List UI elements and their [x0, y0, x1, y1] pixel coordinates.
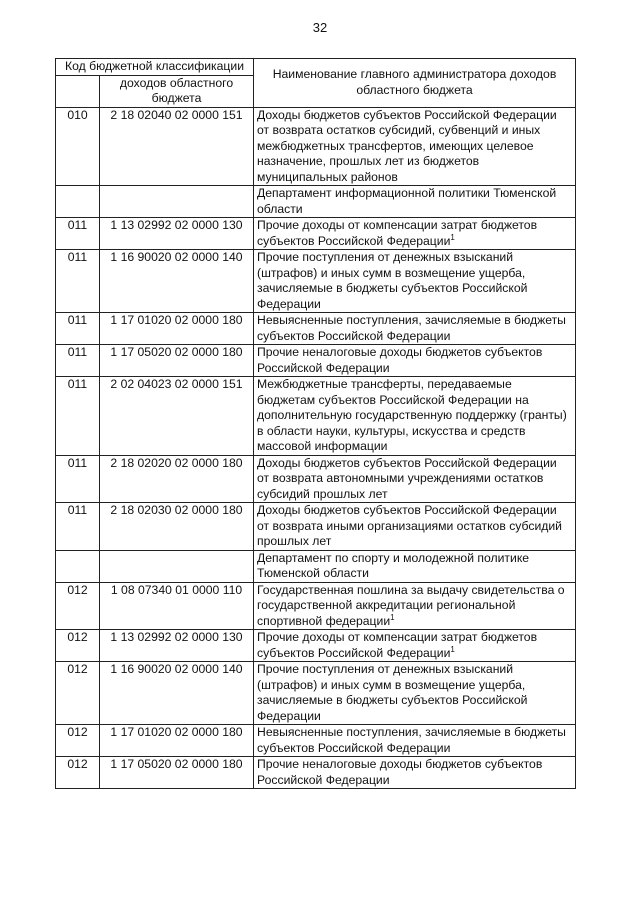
admin-code-cell [56, 377, 100, 456]
income-code-cell [100, 218, 254, 250]
income-name-cell-text: Доходы бюджетов субъектов Российской Федерации от возврата остатков субсидий, субвенций и иных межбюджетных трансфертов, имеющих целевое назначение, прошлых лет из бюджетов муниципальных районов [257, 107, 557, 184]
income-code-cell [100, 186, 254, 218]
header-income-code: доходов областного бюджета [100, 75, 254, 107]
admin-code-cell-text: 011 [67, 377, 88, 391]
income-name-cell [254, 345, 576, 377]
section-row [56, 186, 576, 218]
admin-code-cell [56, 630, 100, 662]
income-name-cell-text: Прочие поступления от денежных взысканий (штрафов) и иных сумм в возмещение ущерба, зачисляемые в бюджеты субъектов Российской Федерации [257, 662, 528, 723]
income-name-cell-text: Прочие неналоговые доходы бюджетов субъектов Российской Федерации [257, 757, 543, 787]
income-name-cell [254, 630, 576, 662]
admin-code-cell-text: 012 [67, 662, 88, 676]
income-code-cell-text: 1 17 01020 02 0000 180 [110, 313, 243, 327]
income-name-cell-text: Прочие неналоговые доходы бюджетов субъектов Российской Федерации [257, 345, 543, 375]
income-name-cell [254, 377, 576, 456]
header-classification-code: Код бюджетной классификации [56, 59, 254, 76]
table-row [56, 345, 576, 377]
income-name-cell [254, 662, 576, 725]
income-name-cell-text: Межбюджетные трансферты, передаваемые бюджетам субъектов Российской Федерации на дополнительную государственную поддержку (гранты) в области науки, культуры, искусства и средств массовой информации [257, 377, 567, 453]
income-name-cell-text: Прочие поступления от денежных взысканий (штрафов) и иных сумм в возмещение ущерба, зачисляемые в бюджеты субъектов Российской Федерации [257, 250, 528, 311]
admin-code-cell [56, 455, 100, 503]
footnote-marker: 1 [450, 644, 455, 654]
admin-code-cell-text: 011 [67, 455, 88, 470]
income-name-cell-text: Невыясненные поступления, зачисляемые в бюджеты субъектов Российской Федерации [257, 313, 566, 343]
income-name-cell [254, 218, 576, 250]
income-code-cell [100, 455, 254, 503]
admin-code-cell-text: 012 [67, 757, 88, 771]
income-code-cell [100, 630, 254, 662]
table-row [56, 218, 576, 250]
page-number: 32 [312, 20, 328, 35]
income-code-cell-text: 2 02 04023 02 0000 151 [110, 377, 243, 391]
table-row [56, 313, 576, 345]
income-code-cell [100, 250, 254, 313]
section-title-cell [254, 186, 576, 218]
section-title-cell-text: Департамент по спорту и молодежной политике Тюменской области [257, 550, 530, 580]
income-code-cell-text: 2 18 02020 02 0000 180 [110, 455, 243, 470]
income-code-cell [100, 377, 254, 456]
admin-code-cell-text: 012 [67, 630, 88, 644]
footnote-marker: 1 [450, 232, 455, 242]
table-row [56, 582, 576, 630]
admin-code-cell [56, 725, 100, 757]
income-code-cell-text: 1 17 05020 02 0000 180 [110, 345, 243, 359]
income-code-cell [100, 345, 254, 377]
header-administrator-name: Наименование главного администратора доходов областного бюджета [254, 59, 576, 108]
admin-code-cell [56, 313, 100, 345]
admin-code-cell [56, 662, 100, 725]
section-title-cell [254, 550, 576, 582]
income-name-cell-text: Прочие доходы от компенсации затрат бюджетов субъектов Российской Федерации [257, 630, 538, 660]
admin-code-cell-text: 011 [67, 250, 88, 264]
admin-code-cell [56, 757, 100, 789]
table-row [56, 662, 576, 725]
admin-code-cell [56, 250, 100, 313]
income-code-cell [100, 503, 254, 551]
table-header [56, 59, 576, 108]
admin-code-cell-text: 011 [67, 313, 88, 327]
admin-code-cell-text: 011 [67, 345, 88, 359]
admin-code-cell [56, 582, 100, 630]
income-code-cell [100, 313, 254, 345]
admin-code-cell [56, 186, 100, 218]
admin-code-cell [56, 218, 100, 250]
income-name-cell-text: Доходы бюджетов субъектов Российской Федерации от возврата иными организациями остатков субсидий прошлых лет [257, 503, 562, 548]
income-code-cell [100, 757, 254, 789]
income-code-cell-text: 1 08 07340 01 0000 110 [110, 582, 243, 597]
income-code-cell-text: 1 16 90020 02 0000 140 [110, 662, 243, 676]
income-name-cell [254, 313, 576, 345]
admin-code-cell-text: 010 [67, 107, 88, 122]
income-code-cell-text: 1 17 05020 02 0000 180 [110, 757, 243, 771]
table-row [56, 455, 576, 503]
table-row [56, 250, 576, 313]
footnote-marker: 1 [390, 612, 395, 622]
income-name-cell [254, 725, 576, 757]
income-code-cell [100, 582, 254, 630]
admin-code-cell [56, 107, 100, 186]
table-row [56, 107, 576, 186]
income-name-cell [254, 582, 576, 630]
income-code-cell [100, 725, 254, 757]
admin-code-cell-text: 012 [67, 725, 88, 739]
table-body [56, 107, 576, 789]
table-row [56, 503, 576, 551]
income-name-cell [254, 250, 576, 313]
table-row [56, 757, 576, 789]
section-title-cell-text: Департамент информационной политики Тюменской области [257, 186, 557, 216]
income-code-cell-text: 1 13 02992 02 0000 130 [110, 218, 243, 232]
income-code-cell-text: 1 17 01020 02 0000 180 [110, 725, 243, 739]
income-name-cell-text: Прочие доходы от компенсации затрат бюджетов субъектов Российской Федерации [257, 218, 538, 248]
income-name-cell [254, 503, 576, 551]
income-code-cell-text: 1 16 90020 02 0000 140 [110, 250, 243, 264]
income-code-cell-text: 2 18 02040 02 0000 151 [110, 107, 243, 122]
income-name-cell-text: Невыясненные поступления, зачисляемые в бюджеты субъектов Российской Федерации [257, 725, 566, 755]
section-row [56, 550, 576, 582]
table-row [56, 630, 576, 662]
admin-code-cell [56, 550, 100, 582]
income-name-cell-text: Доходы бюджетов субъектов Российской Федерации от возврата автономными учреждениями остатков субсидий прошлых лет [257, 455, 557, 501]
admin-code-cell [56, 345, 100, 377]
income-name-cell [254, 107, 576, 186]
budget-classification-table [55, 58, 576, 789]
table-row [56, 377, 576, 456]
income-code-cell-text: 2 18 02030 02 0000 180 [110, 503, 243, 517]
admin-code-cell-text: 012 [67, 582, 88, 597]
income-name-cell-text: Государственная пошлина за выдачу свидетельства о государственной аккредитации региональной спортивной федерации [257, 582, 565, 628]
income-name-cell [254, 757, 576, 789]
income-name-cell [254, 455, 576, 503]
admin-code-cell-text: 011 [67, 218, 88, 232]
header-administrator-code [56, 75, 100, 107]
income-code-cell [100, 662, 254, 725]
table-row [56, 725, 576, 757]
income-code-cell [100, 550, 254, 582]
income-code-cell [100, 107, 254, 186]
admin-code-cell-text: 011 [67, 503, 88, 517]
income-code-cell-text: 1 13 02992 02 0000 130 [110, 630, 243, 644]
admin-code-cell [56, 503, 100, 551]
